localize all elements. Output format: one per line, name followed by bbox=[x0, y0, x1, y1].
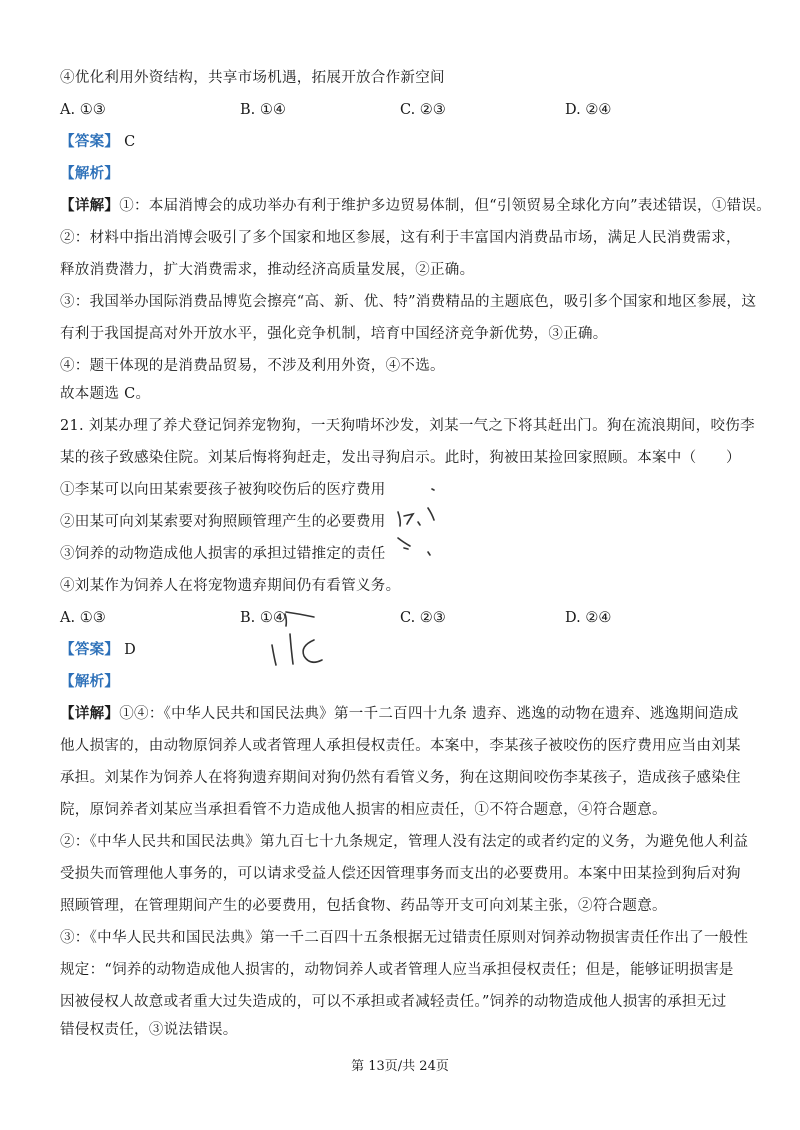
q21-detail-line: 院，原饲养者刘某应当承担看管不力造成他人损害的相应责任，①不符合题意，④符合题意。 bbox=[60, 802, 667, 818]
q21-stem-line: 21. 刘某办理了养犬登记饲养宠物狗，一天狗啃坏沙发，刘某一气之下将其赶出门。狗在流浪期间，咬伤李 bbox=[60, 418, 755, 434]
q20-detail-line: ④：题干体现的是消费品贸易，不涉及利用外资，④不选。 bbox=[60, 358, 445, 374]
answer-value: C bbox=[124, 134, 136, 150]
q21-option-3: ③饲养的动物造成他人损害的承担过错推定的责任 bbox=[60, 546, 386, 562]
detail-label: 详解 bbox=[74, 197, 105, 214]
detail-label: 详解 bbox=[74, 705, 105, 722]
q20-choice-a: A. ①③ bbox=[60, 102, 106, 118]
analysis-label: 解析 bbox=[74, 673, 105, 690]
q21-detail-line: 受损失而管理他人事务的，可以请求受益人偿还因管理事务而支出的必要费用。本案中田某捡到狗后对狗 bbox=[60, 866, 741, 882]
q21-detail-line: 照顾管理，在管理期间产生的必要费用，包括食物、药品等开支可向刘某主张，②符合题意。 bbox=[60, 898, 667, 914]
q21-choice-b: B. ①④ bbox=[240, 610, 286, 626]
q20-option-4: ④优化利用外资结构，共享市场机遇，拓展开放合作新空间 bbox=[60, 70, 445, 86]
answer-label: 答案 bbox=[74, 641, 105, 658]
q21-stem-line: 某的孩子致感染住院。刘某后悔将狗赶走，发出寻狗启示。此时，狗被田某捡回家照顾。本案中（ ） bbox=[60, 450, 741, 466]
scribble-mark bbox=[286, 612, 314, 617]
q20-choice-c: C. ②③ bbox=[400, 102, 446, 118]
q20-detail-line: ②：材料中指出消博会吸引了多个国家和地区参展，这有利于丰富国内消费品市场，满足人民消费需求， bbox=[60, 230, 741, 246]
q21-detail-line: ③：《中华人民共和国民法典》第一千二百四十五条根据无过错责任原则对饲养动物损害责任作出了一般性 bbox=[60, 930, 749, 946]
q20-answer: 【答案】 C bbox=[60, 133, 136, 150]
q20-choice-b: B. ①④ bbox=[240, 102, 286, 118]
q21-detail-line: 承担。刘某作为饲养人在将狗遗弃期间对狗仍然有看管义务，狗在这期间咬伤李某孩子，造成孩子感染住 bbox=[60, 770, 741, 786]
q21-detail-line: 【详解】①④：《中华人民共和国民法典》第一千二百四十九条 遗弃、逃逸的动物在遗弃、逃逸期间造成 bbox=[60, 705, 739, 722]
answer-value: D bbox=[124, 642, 137, 658]
q21-detail-line: ②：《中华人民共和国民法典》第九百七十九条规定，管理人没有法定的或者约定的义务，为避免他人利益 bbox=[60, 834, 749, 850]
q20-conclusion: 故本题选 C。 bbox=[60, 386, 151, 402]
q21-detail-line: 规定：“饲养的动物造成他人损害的，动物饲养人或者管理人应当承担侵权责任；但是，能够证明损害是 bbox=[60, 962, 734, 978]
q21-detail-line: 错侵权责任，③说法错误。 bbox=[60, 1022, 238, 1038]
q20-detail-line: ③：我国举办国际消费品博览会擦亮“高、新、优、特”消费精品的主题底色，吸引多个国家和地区参展，这 bbox=[60, 294, 757, 310]
page-number: 第 13页/共 24页 bbox=[351, 1059, 449, 1074]
q21-option-2: ②田某可向刘某索要对狗照顾管理产生的必要费用 bbox=[60, 514, 386, 530]
q21-analysis-heading: 【解析】 bbox=[60, 673, 120, 690]
answer-label: 答案 bbox=[74, 133, 105, 150]
q20-analysis-heading: 【解析】 bbox=[60, 165, 120, 182]
q21-choice-a: A. ①③ bbox=[60, 610, 106, 626]
analysis-label: 解析 bbox=[74, 165, 105, 182]
q20-detail-line: 有利于我国提高对外开放水平，强化竞争机制，培育中国经济竞争新优势，③正确。 bbox=[60, 326, 608, 342]
q21-detail-line: 他人损害的，由动物原饲养人或者管理人承担侵权责任。本案中，李某孩子被咬伤的医疗费用应当由刘某 bbox=[60, 738, 741, 754]
q21-option-1: ①李某可以向田某索要孩子被狗咬伤后的医疗费用 bbox=[60, 482, 386, 498]
q21-answer: 【答案】 D bbox=[60, 641, 137, 658]
q21-choice-d: D. ②④ bbox=[565, 610, 612, 626]
q20-detail-line: 【详解】①：本届消博会的成功举办有利于维护多边贸易体制，但“引领贸易全球化方向”表述错误，①错误。 bbox=[60, 197, 772, 214]
q21-detail-line: 因被侵权人故意或者重大过失造成的，可以不承担或者减轻责任。”饲养的动物造成他人损害的承担无过 bbox=[60, 994, 727, 1010]
q21-choice-c: C. ②③ bbox=[400, 610, 446, 626]
q21-option-4: ④刘某作为饲养人在将宠物遗弃期间仍有看管义务。 bbox=[60, 578, 401, 594]
q20-detail-line: 释放消费潜力，扩大消费需求，推动经济高质量发展，②正确。 bbox=[60, 262, 475, 278]
q20-choice-d: D. ②④ bbox=[565, 102, 612, 118]
